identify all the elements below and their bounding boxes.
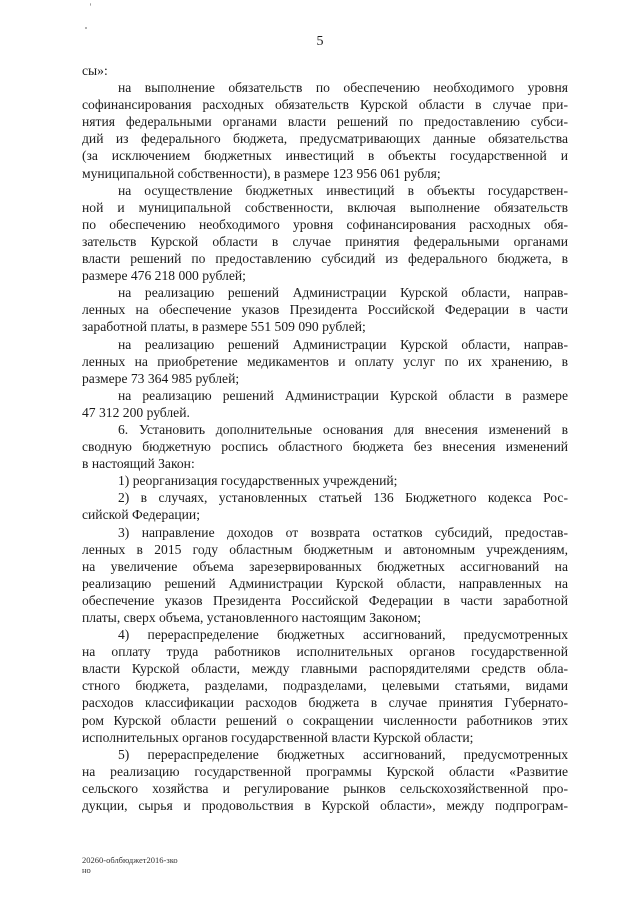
text-line: 3) направление доходов от возврата остатков субсидий, предостав- — [118, 524, 568, 540]
text-line: обеспечение указов Президента Российской Федерации в части заработной — [82, 592, 568, 608]
text-line: власти Курской области, между главными распорядителями средств обла- — [82, 661, 568, 677]
text-line: софинансирования расходных обязательств Курской области в случае при- — [82, 97, 568, 113]
text-line: расходов классификации расходов бюджета в случае принятия Губернато- — [82, 695, 568, 711]
text-line: в настоящий Закон: — [82, 456, 195, 472]
text-line: ленных в 2015 году областным бюджетным и автономным учреждениям, — [82, 541, 568, 557]
scan-speck — [90, 3, 91, 6]
text-line: нятия федеральными органами власти решений по предоставлению субси- — [82, 114, 568, 130]
text-line: по обеспечению необходимого уровня софинансирования расходных обя- — [82, 216, 568, 232]
text-line: ленных на обеспечение указов Президента Российской Федерации в части — [82, 302, 568, 318]
text-line: сийской Федерации; — [82, 507, 200, 523]
text-line: 6. Установить дополнительные основания для внесения изменений в — [118, 421, 568, 437]
text-line: ленных на приобретение медикаментов и оплату услуг по их хранению, в — [82, 353, 568, 369]
text-line: на увеличение объема зарезервированных бюджетных ассигнований на — [82, 558, 568, 574]
page-number: 5 — [316, 34, 324, 49]
text-line: на реализацию решений Администрации Курской области, направ- — [118, 336, 568, 352]
text-line: муниципальной собственности), в размере 123 956 061 рубля; — [82, 165, 441, 181]
text-line: 1) реорганизация государственных учреждений; — [118, 473, 398, 489]
text-line: исполнительных органов государственной власти Курской области; — [82, 729, 474, 745]
footer-filename: 20260-облбюджет2016-зко — [82, 855, 178, 865]
text-line: 47 312 200 рублей. — [82, 404, 190, 420]
text-line: зательств Курской области в случае принятия федеральными органами — [82, 233, 568, 249]
text-line: на реализацию решений Администрации Курской области в размере — [118, 387, 568, 403]
text-line: сводную бюджетную роспись областного бюджета без внесения изменений — [82, 439, 568, 455]
text-line: на оплату труда работников исполнительных органов государственной — [82, 644, 568, 660]
document-body — [82, 62, 568, 814]
text-line: на выполнение обязательств по обеспечению необходимого уровня — [118, 80, 568, 96]
text-line: власти решений по предоставлению субсидий из федерального бюджета, в — [82, 251, 568, 267]
text-line: сельского хозяйства и регулирование рынков сельскохозяйственной про- — [82, 780, 568, 796]
text-line: размере 73 364 985 рублей; — [82, 370, 240, 386]
text-line: заработной платы, в размере 551 509 090 рублей; — [82, 319, 366, 335]
text-line: 2) в случаях, установленных статьей 136 Бюджетного кодекса Рос- — [118, 490, 568, 506]
text-line: на реализацию решений Администрации Курской области, направ- — [118, 285, 568, 301]
text-line: сы»: — [82, 63, 108, 78]
text-line: платы, сверх объема, установленного настоящим Законом; — [82, 610, 422, 625]
document-footer — [82, 855, 178, 875]
text-line: размере 476 218 000 рублей; — [82, 268, 246, 284]
text-line: 4) перераспределение бюджетных ассигнований, предусмотренных — [118, 627, 568, 643]
text-line: на реализацию государственной программы Курской области «Развитие — [82, 763, 568, 779]
text-line: 5) перераспределение бюджетных ассигнований, предусмотренных — [118, 746, 568, 762]
scan-speck — [85, 27, 87, 29]
text-line: дукции, сырья и продовольствия в Курской области», между подпрограм- — [82, 798, 568, 814]
text-line: ром Курской области решений о сокращении численности работников этих — [82, 712, 568, 728]
text-line: (за исключением бюджетных инвестиций в объекты государственной и — [82, 148, 568, 164]
footer-filename-continuation: но — [82, 865, 91, 875]
text-line: ной и муниципальной собственности, включая выполнение обязательств — [82, 199, 568, 215]
text-line: стного бюджета, разделами, подразделами, целевыми статьями, видами — [82, 678, 568, 694]
text-line: дий из федерального бюджета, предусматривающих данные обязательства — [82, 131, 568, 147]
text-line: реализацию решений Администрации Курской области, направленных на — [82, 575, 568, 591]
text-line: на осуществление бюджетных инвестиций в объекты государствен- — [118, 182, 568, 198]
